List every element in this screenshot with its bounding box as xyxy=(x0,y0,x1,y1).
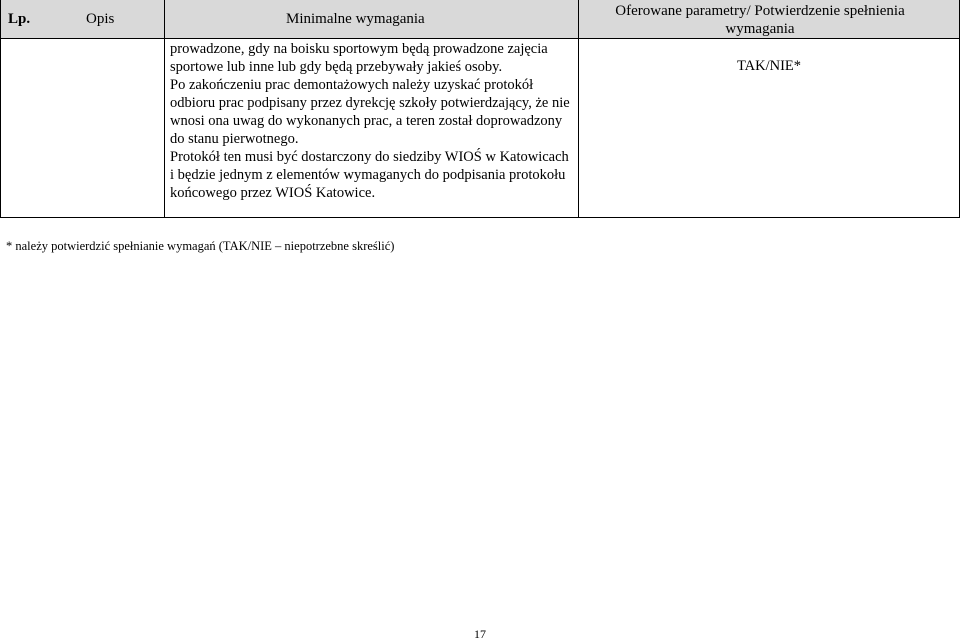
header-opis: Opis xyxy=(86,11,115,27)
header-oferowane-line2: wymagania xyxy=(725,21,795,37)
requirement-cell xyxy=(170,40,570,202)
requirement-paragraph-1: prowadzone, gdy na boisku sportowym będą prowadzone zajęcia sportowe lub inne lub gdy będą przebywały jakieś osoby. xyxy=(170,41,548,75)
table-border-bottom xyxy=(0,217,960,218)
header-lp: Lp. xyxy=(8,11,31,27)
page-number-text: 17 xyxy=(474,627,486,641)
table-header-row xyxy=(0,0,960,39)
page-number xyxy=(0,627,960,641)
requirement-paragraph-3: Protokół ten musi być dostarczony do siedziby WIOŚ w Katowicach i będzie jednym z elementów wymaganych do podpisania protokołu końcowego przez WIOŚ Katowice. xyxy=(170,149,569,201)
requirement-paragraph-2: Po zakończeniu prac demontażowych należy uzyskać protokół odbioru prac podpisany przez dyrekcję szkoły potwierdzający, że nie wnosi ona uwag do wykonanych prac, a teren został doprowadzony do stanu pierwotnego. xyxy=(170,77,570,147)
confirmation-cell: TAK/NIE* xyxy=(736,58,802,74)
header-minimalne-wymagania: Minimalne wymagania xyxy=(286,11,425,27)
header-oferowane-parametry xyxy=(596,2,924,38)
header-oferowane-line1: Oferowane parametry/ Potwierdzenie spełnienia xyxy=(615,3,905,19)
table-divider-1 xyxy=(164,0,165,218)
table-border-left xyxy=(0,0,1,218)
table-divider-2 xyxy=(578,0,579,218)
footnote: * należy potwierdzić spełnianie wymagań (TAK/NIE – niepotrzebne skreślić) xyxy=(6,239,395,253)
